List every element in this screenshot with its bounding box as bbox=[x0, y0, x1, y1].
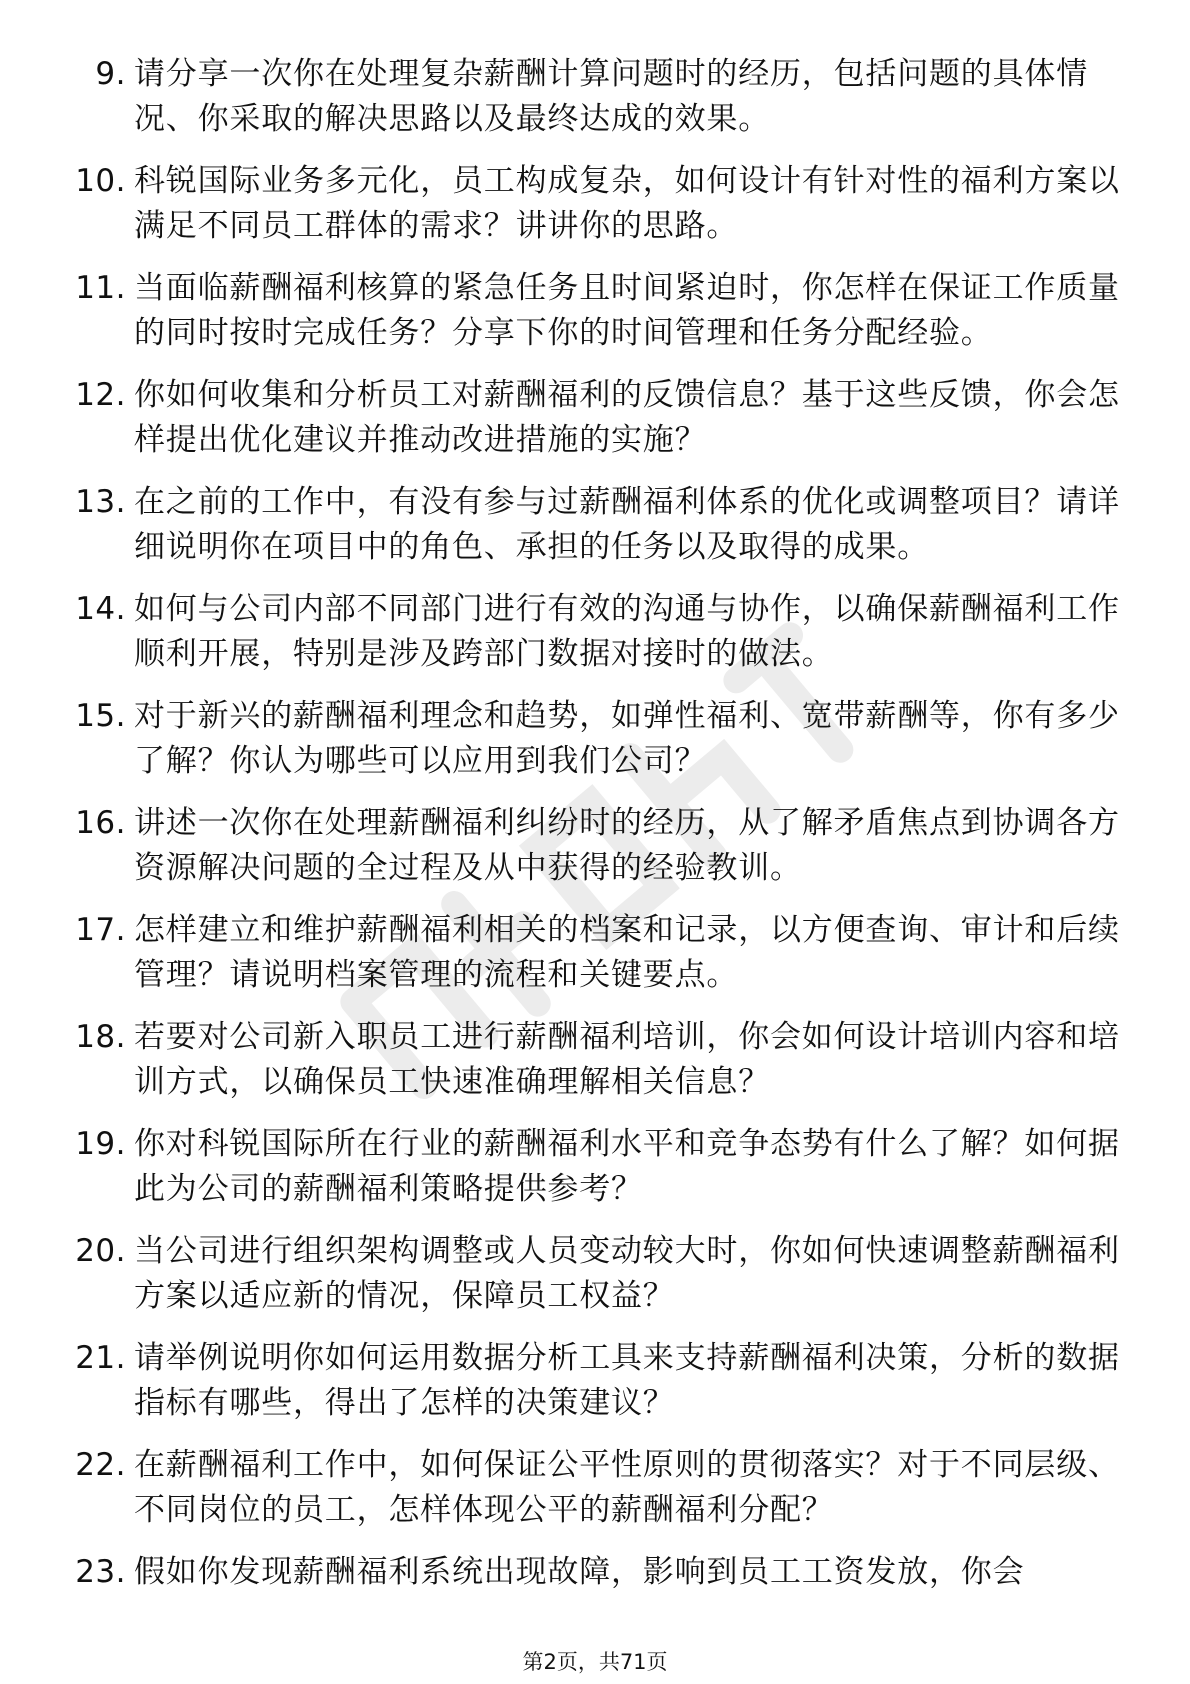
question-item bbox=[60, 694, 1120, 784]
question-number: 9. bbox=[95, 56, 126, 92]
question-item bbox=[60, 159, 1120, 249]
question-item bbox=[60, 1229, 1120, 1319]
question-text: 当面临薪酬福利核算的紧急任务且时间紧迫时，你怎样在保证工作质量的同时按时完成任务？分享下你的时间管理和任务分配经验。 bbox=[134, 270, 1120, 351]
question-item bbox=[60, 1122, 1120, 1212]
question-item bbox=[60, 1443, 1120, 1533]
question-text: 请举例说明你如何运用数据分析工具来支持薪酬福利决策，分析的数据指标有哪些，得出了怎样的决策建议？ bbox=[134, 1340, 1120, 1421]
question-item bbox=[60, 801, 1120, 891]
question-text: 如何与公司内部不同部门进行有效的沟通与协作，以确保薪酬福利工作顺利开展，特别是涉及跨部门数据对接时的做法。 bbox=[134, 591, 1120, 672]
question-item bbox=[60, 480, 1120, 570]
question-text: 你对科锐国际所在行业的薪酬福利水平和竞争态势有什么了解？如何据此为公司的薪酬福利策略提供参考？ bbox=[134, 1126, 1120, 1207]
question-item bbox=[60, 1015, 1120, 1105]
question-item bbox=[60, 587, 1120, 677]
question-number: 13. bbox=[75, 484, 126, 520]
question-number: 21. bbox=[75, 1340, 126, 1376]
question-text: 怎样建立和维护薪酬福利相关的档案和记录，以方便查询、审计和后续管理？请说明档案管理的流程和关键要点。 bbox=[134, 912, 1120, 993]
question-number: 15. bbox=[75, 698, 126, 734]
question-item bbox=[60, 373, 1120, 463]
question-item bbox=[60, 52, 1120, 142]
question-text: 在薪酬福利工作中，如何保证公平性原则的贯彻落实？对于不同层级、不同岗位的员工，怎样体现公平的薪酬福利分配？ bbox=[134, 1447, 1120, 1528]
question-number: 22. bbox=[75, 1447, 126, 1483]
question-list bbox=[60, 52, 1120, 1612]
question-number: 23. bbox=[75, 1554, 126, 1590]
question-text: 若要对公司新入职员工进行薪酬福利培训，你会如何设计培训内容和培训方式，以确保员工快速准确理解相关信息？ bbox=[134, 1019, 1120, 1100]
question-number: 11. bbox=[75, 270, 126, 306]
question-number: 17. bbox=[75, 912, 126, 948]
page-footer: 第2页，共71页 bbox=[522, 1650, 668, 1674]
question-text: 当公司进行组织架构调整或人员变动较大时，你如何快速调整薪酬福利方案以适应新的情况，保障员工权益？ bbox=[134, 1233, 1120, 1314]
question-number: 10. bbox=[75, 163, 126, 199]
question-text: 请分享一次你在处理复杂薪酬计算问题时的经历，包括问题的具体情况、你采取的解决思路以及最终达成的效果。 bbox=[134, 56, 1088, 137]
question-number: 20. bbox=[75, 1233, 126, 1269]
question-text: 讲述一次你在处理薪酬福利纠纷时的经历，从了解矛盾焦点到协调各方资源解决问题的全过程及从中获得的经验教训。 bbox=[134, 805, 1120, 886]
question-text: 对于新兴的薪酬福利理念和趋势，如弹性福利、宽带薪酬等，你有多少了解？你认为哪些可以应用到我们公司？ bbox=[134, 698, 1120, 779]
question-item bbox=[60, 1336, 1120, 1426]
question-number: 19. bbox=[75, 1126, 126, 1162]
question-text: 科锐国际业务多元化，员工构成复杂，如何设计有针对性的福利方案以满足不同员工群体的需求？讲讲你的思路。 bbox=[134, 163, 1120, 244]
question-item bbox=[60, 266, 1120, 356]
question-text: 假如你发现薪酬福利系统出现故障，影响到员工工资发放，你会 bbox=[134, 1554, 1025, 1590]
question-number: 14. bbox=[75, 591, 126, 627]
question-number: 18. bbox=[75, 1019, 126, 1055]
question-text: 在之前的工作中，有没有参与过薪酬福利体系的优化或调整项目？请详细说明你在项目中的角色、承担的任务以及取得的成果。 bbox=[134, 484, 1120, 565]
question-item bbox=[60, 908, 1120, 998]
question-item bbox=[60, 1550, 1120, 1595]
question-text: 你如何收集和分析员工对薪酬福利的反馈信息？基于这些反馈，你会怎样提出优化建议并推动改进措施的实施？ bbox=[134, 377, 1120, 458]
question-number: 16. bbox=[75, 805, 126, 841]
question-number: 12. bbox=[75, 377, 126, 413]
